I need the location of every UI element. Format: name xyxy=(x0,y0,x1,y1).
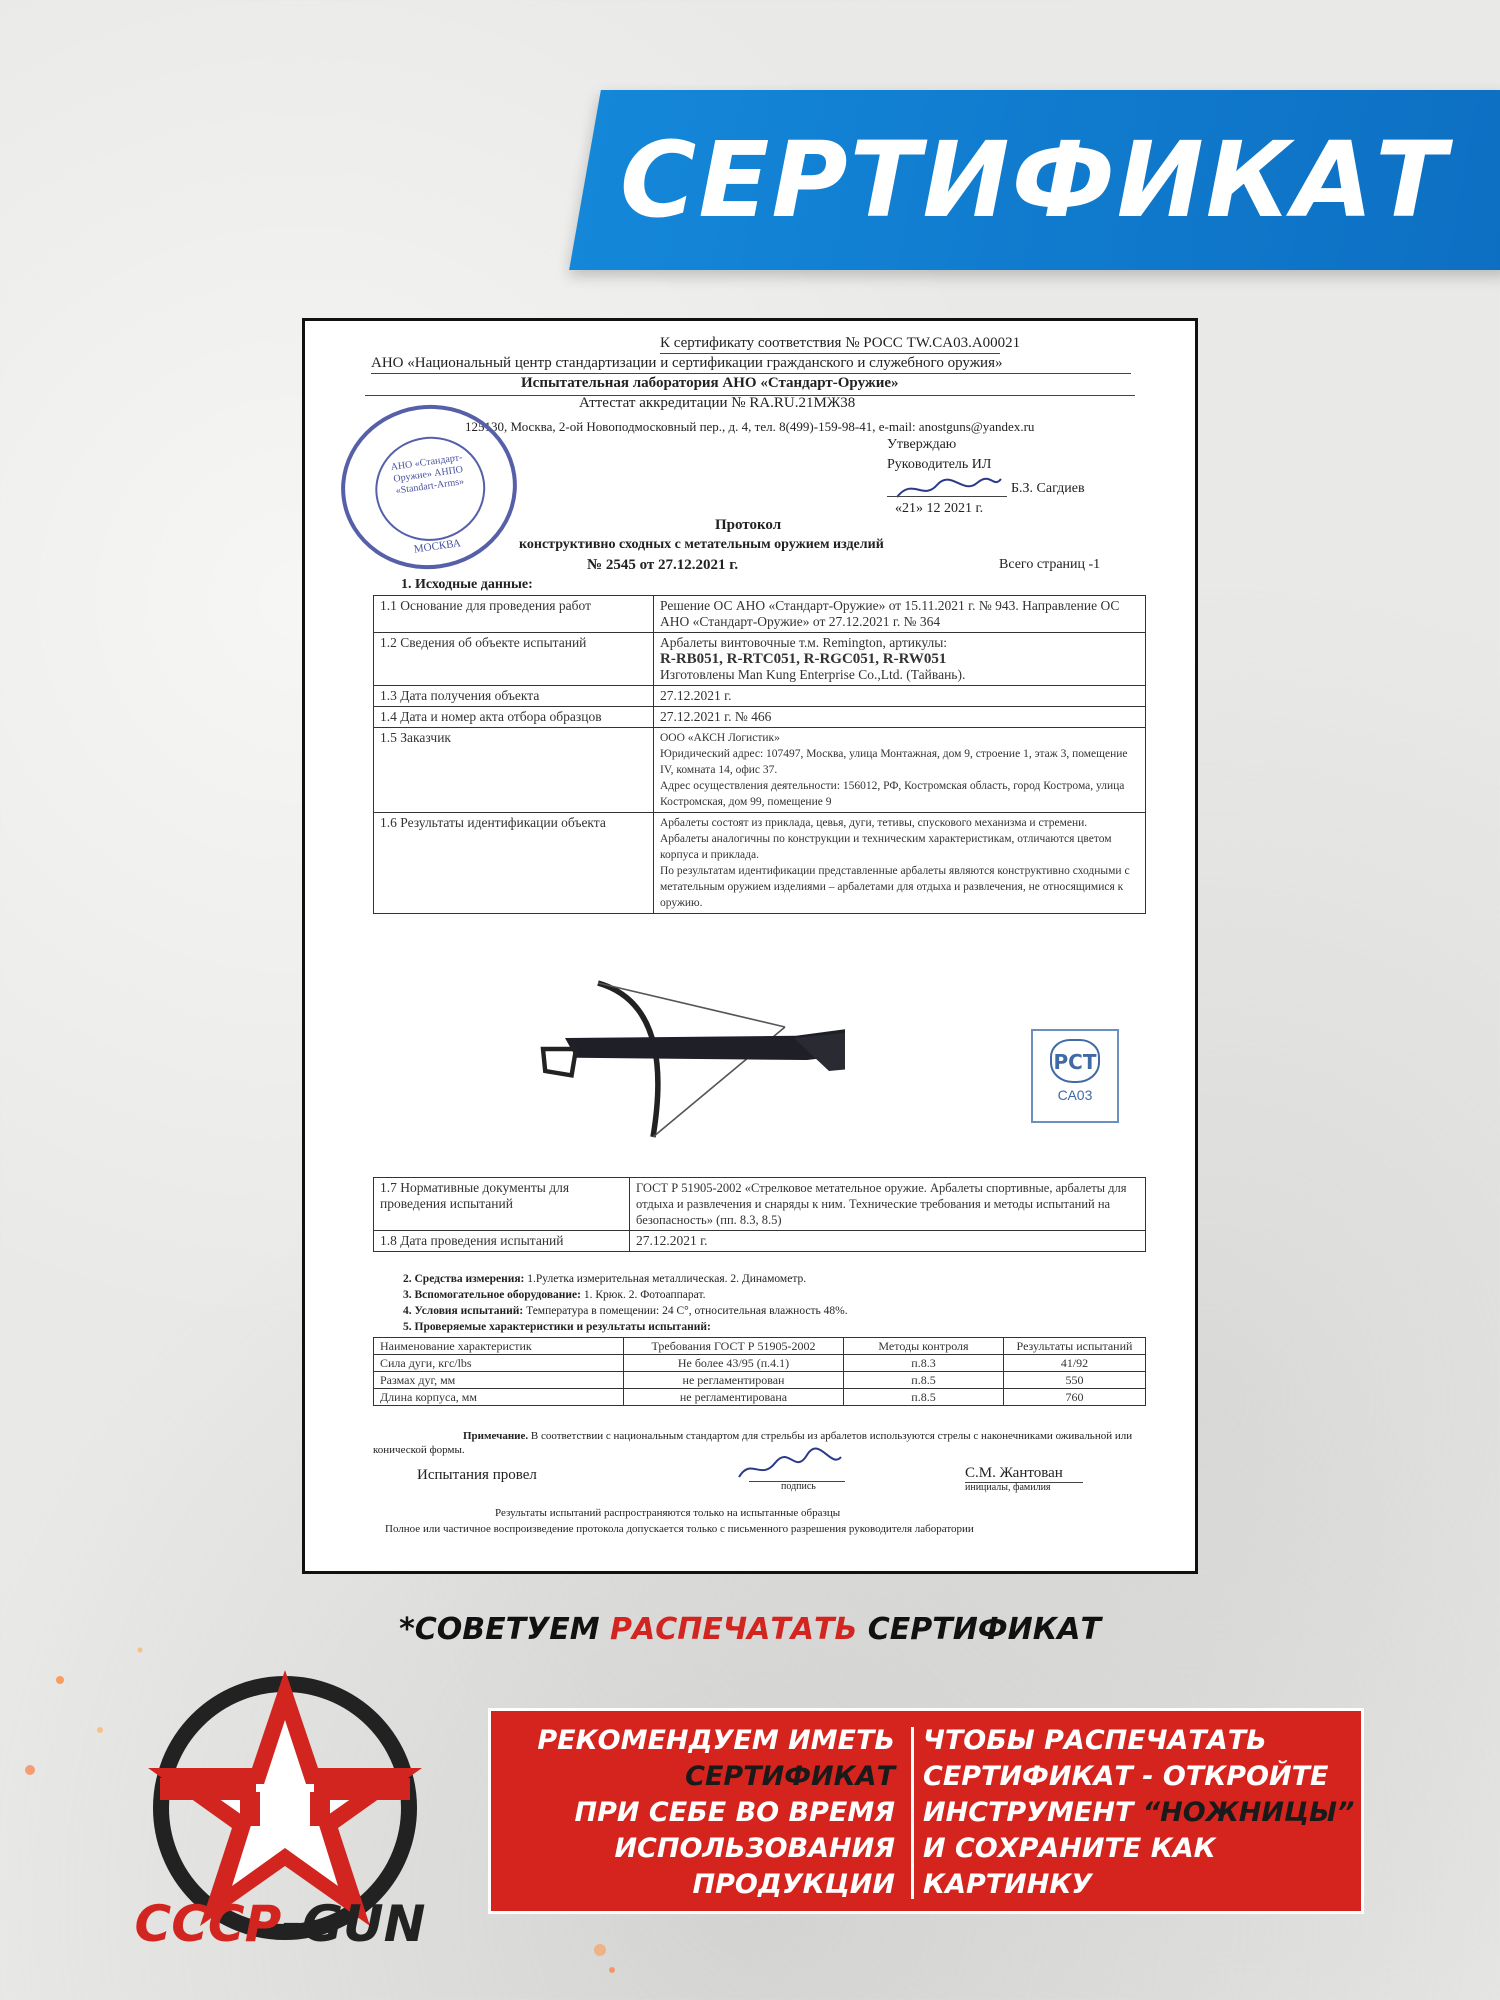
table-cell xyxy=(654,813,1146,914)
table-cell: 27.12.2021 г. xyxy=(630,1231,1146,1252)
results-table xyxy=(373,1337,1146,1406)
seal-inner xyxy=(369,430,492,548)
table-row xyxy=(374,1355,1146,1372)
table-row xyxy=(374,728,1146,813)
info-line: СЕРТИФИКАТ - ОТКРОЙТЕ xyxy=(923,1761,1329,1792)
tester-name-caption: инициалы, фамилия xyxy=(965,1482,1051,1493)
table-row xyxy=(374,707,1146,728)
advice-part: *СОВЕТУЕМ xyxy=(399,1612,611,1647)
rst-certification-mark xyxy=(1031,1029,1119,1123)
table-cell: Сила дуги, кгс/lbs xyxy=(374,1355,624,1372)
note-label: Примечание. xyxy=(463,1430,529,1442)
table-cell: не регламентирован xyxy=(624,1372,844,1389)
print-advice xyxy=(300,1606,1200,1654)
table-cell: 1.1 Основание для проведения работ xyxy=(374,596,654,633)
protocol-number: № 2545 от 27.12.2021 г. xyxy=(587,557,739,573)
table-cell: 27.12.2021 г. № 466 xyxy=(654,707,1146,728)
column-header: Методы контроля xyxy=(844,1338,1004,1355)
norms-table xyxy=(373,1177,1146,1252)
protocol-title: Протокол xyxy=(715,517,782,533)
pages-count: Всего страниц -1 xyxy=(999,557,1101,572)
table-cell: Длина корпуса, мм xyxy=(374,1389,624,1406)
table-cell: Не более 43/95 (п.4.1) xyxy=(624,1355,844,1372)
organization-line: АНО «Национальный центр стандартизации и сертификации гражданского и служебного оружия» xyxy=(371,355,1003,371)
info-line: КАРТИНКУ xyxy=(923,1869,1093,1900)
customer-legal-address: Юридический адрес: 107497, Москва, улица Монтажная, дом 9, строение 1, этаж 3, помещение IV, комната 14, офис 37. xyxy=(660,748,1128,776)
customer-name: ООО «АКСН Логистик» xyxy=(660,732,780,744)
section-1-title: 1. Исходные данные: xyxy=(401,577,533,592)
rst-logo-icon: РСТ xyxy=(1050,1039,1100,1083)
customer-activity-address: Адрес осуществления деятельности: 156012, РФ, Костромская область, город Кострома, улица Костромская, дом 99, помещение 9 xyxy=(660,780,1125,808)
table-cell xyxy=(654,728,1146,813)
table-row xyxy=(374,1372,1146,1389)
table-cell: 1.8 Дата проведения испытаний xyxy=(374,1231,630,1252)
tester-name: С.М. Жантован xyxy=(965,1465,1063,1481)
table-row xyxy=(374,813,1146,914)
info-line xyxy=(923,1795,1355,1831)
head-title: Руководитель ИЛ xyxy=(887,457,992,472)
brand-part: -GUN xyxy=(281,1895,426,1953)
identification-line: По результатам идентификации представленные арбалеты являются конструктивно сходными с метательным оружием изделиями – арбалетами для отдыха и развлечения, не относящимися к оружию. xyxy=(660,865,1130,909)
accreditation: Аттестат аккредитации № RA.RU.21МЖ38 xyxy=(579,395,856,411)
section-2-value: 1.Рулетка измерительная металлическая. 2. Динамометр. xyxy=(527,1273,807,1285)
section-4 xyxy=(403,1305,848,1317)
footer-note-2: Полное или частичное воспроизведение протокола допускается только с письменного разрешения руководителя лаборатории xyxy=(385,1523,974,1535)
approve-label: Утверждаю xyxy=(887,437,957,452)
table-cell: 550 xyxy=(1004,1372,1146,1389)
info-divider xyxy=(911,1727,914,1899)
info-highlight: “НОЖНИЦЫ” xyxy=(1142,1797,1355,1828)
brand-name xyxy=(130,1895,430,1953)
table-cell: п.8.5 xyxy=(844,1372,1004,1389)
advice-part: СЕРТИФИКАТ xyxy=(857,1612,1101,1647)
table-row xyxy=(374,1231,1146,1252)
rst-code: СА03 xyxy=(1057,1087,1093,1103)
lab-line: Испытательная лаборатория АНО «Стандарт-Оружие» xyxy=(521,375,899,391)
brand-part: СССР xyxy=(134,1895,282,1953)
info-fragment: ИНСТРУМЕНТ xyxy=(923,1797,1143,1828)
table-cell: п.8.5 xyxy=(844,1389,1004,1406)
info-line: ПРИ СЕБЕ ВО ВРЕМЯ xyxy=(574,1797,895,1828)
table-cell: п.8.3 xyxy=(844,1355,1004,1372)
object-line: Арбалеты винтовочные т.м. Remington, артикулы: xyxy=(660,635,948,650)
table-cell: 1.2 Сведения об объекте испытаний xyxy=(374,633,654,686)
divider xyxy=(887,496,1007,497)
identification-line: Арбалеты состоят из приклада, цевья, дуги, тетивы, спускового механизма и стремени. xyxy=(660,817,1088,829)
info-box xyxy=(488,1708,1364,1914)
table-cell: 1.4 Дата и номер акта отбора образцов xyxy=(374,707,654,728)
info-line: РЕКОМЕНДУЕМ ИМЕТЬ xyxy=(537,1725,895,1756)
table-cell: не регламентирована xyxy=(624,1389,844,1406)
info-line: ЧТОБЫ РАСПЕЧАТАТЬ xyxy=(923,1725,1267,1756)
seal-text: АНО «Стандарт-Оружие» АНПО «Standart-Arms» xyxy=(390,452,465,497)
section-3 xyxy=(403,1289,705,1301)
section-3-value: 1. Крюк. 2. Фотоаппарат. xyxy=(583,1289,706,1301)
divider xyxy=(660,353,1000,354)
table-cell: ГОСТ Р 51905-2002 «Стрелковое метательное оружие. Арбалеты спортивные, арбалеты для отдыха и развлечения и снаряды к ним. Технические требования и методы испытаний на безопасность» (пп. 8.3, 8.5) xyxy=(630,1178,1146,1231)
column-header: Наименование характеристик xyxy=(374,1338,624,1355)
divider xyxy=(371,373,1131,374)
page-title: СЕРТИФИКАТ xyxy=(620,119,1449,241)
table-cell: 760 xyxy=(1004,1389,1146,1406)
info-line: СЕРТИФИКАТ xyxy=(685,1761,895,1792)
table-row xyxy=(374,1178,1146,1231)
footer-note-1: Результаты испытаний распространяются только на испытанные образцы xyxy=(495,1507,841,1519)
table-row xyxy=(374,686,1146,707)
info-right-column xyxy=(923,1723,1355,1903)
identification-line: Арбалеты аналогичны по конструкции и техническим характеристикам, отличаются цветом корпуса и приклада. xyxy=(660,833,1112,861)
table-cell: 41/92 xyxy=(1004,1355,1146,1372)
column-header: Требования ГОСТ Р 51905-2002 xyxy=(624,1338,844,1355)
crossbow-image xyxy=(505,961,845,1181)
info-line: И СОХРАНИТЕ КАК xyxy=(923,1833,1216,1864)
source-data-table xyxy=(373,595,1146,914)
seal-city: МОСКВА xyxy=(413,537,462,556)
certificate-document xyxy=(302,318,1198,1574)
table-row xyxy=(374,633,1146,686)
tested-by-label: Испытания провел xyxy=(417,1467,537,1483)
object-articles: R-RB051, R-RTC051, R-RGC051, R-RW051 xyxy=(660,651,947,667)
table-cell: 1.3 Дата получения объекта xyxy=(374,686,654,707)
table-cell: Размах дуг, мм xyxy=(374,1372,624,1389)
approve-date: «21» 12 2021 г. xyxy=(895,501,984,516)
section-5-title: 5. Проверяемые характеристики и результаты испытаний: xyxy=(403,1321,711,1333)
table-cell: Решение ОС АНО «Стандарт-Оружие» от 15.11.2021 г. № 943. Направление ОС АНО «Стандарт-Оружие» от 27.12.2021 г. № 364 xyxy=(654,596,1146,633)
table-cell: 1.7 Нормативные документы для проведения испытаний xyxy=(374,1178,630,1231)
protocol-subtitle: конструктивно сходных с метательным оружием изделий xyxy=(519,537,884,552)
table-header-row xyxy=(374,1338,1146,1355)
section-4-value: Температура в помещении: 24 С°, относительная влажность 48%. xyxy=(526,1305,848,1317)
section-4-label: 4. Условия испытаний: xyxy=(403,1305,524,1317)
address-line: 125130, Москва, 2-ой Новоподмосковный пер., д. 4, тел. 8(499)-159-98-41, e-mail: anostguns@yandex.ru xyxy=(465,419,1035,434)
section-3-label: 3. Вспомогательное оборудование: xyxy=(403,1289,581,1301)
info-line: ИСПОЛЬЗОВАНИЯ xyxy=(614,1833,895,1864)
table-cell xyxy=(654,633,1146,686)
head-name: Б.З. Сагдиев xyxy=(1011,481,1085,496)
info-left-column xyxy=(505,1723,895,1903)
section-2 xyxy=(403,1273,806,1285)
column-header: Результаты испытаний xyxy=(1004,1338,1146,1355)
table-row xyxy=(374,1389,1146,1406)
signature-caption: подпись xyxy=(781,1481,816,1492)
object-maker: Изготовлены Man Kung Enterprise Co.,Ltd. (Тайвань). xyxy=(660,667,966,682)
table-row xyxy=(374,596,1146,633)
table-cell: 1.5 Заказчик xyxy=(374,728,654,813)
table-cell: 1.6 Результаты идентификации объекта xyxy=(374,813,654,914)
note-text: В соответствии с национальным стандартом для стрельбы из арбалетов используются стрелы с наконечниками оживальной или конической формы. xyxy=(373,1430,1133,1456)
info-line: ПРОДУКЦИИ xyxy=(692,1869,895,1900)
advice-accent: РАСПЕЧАТАТЬ xyxy=(610,1612,858,1647)
table-cell: 27.12.2021 г. xyxy=(654,686,1146,707)
section-2-label: 2. Средства измерения: xyxy=(403,1273,525,1285)
certificate-reference: К сертификату соответствия № РОСС TW.CA03.A00021 xyxy=(660,335,1021,351)
